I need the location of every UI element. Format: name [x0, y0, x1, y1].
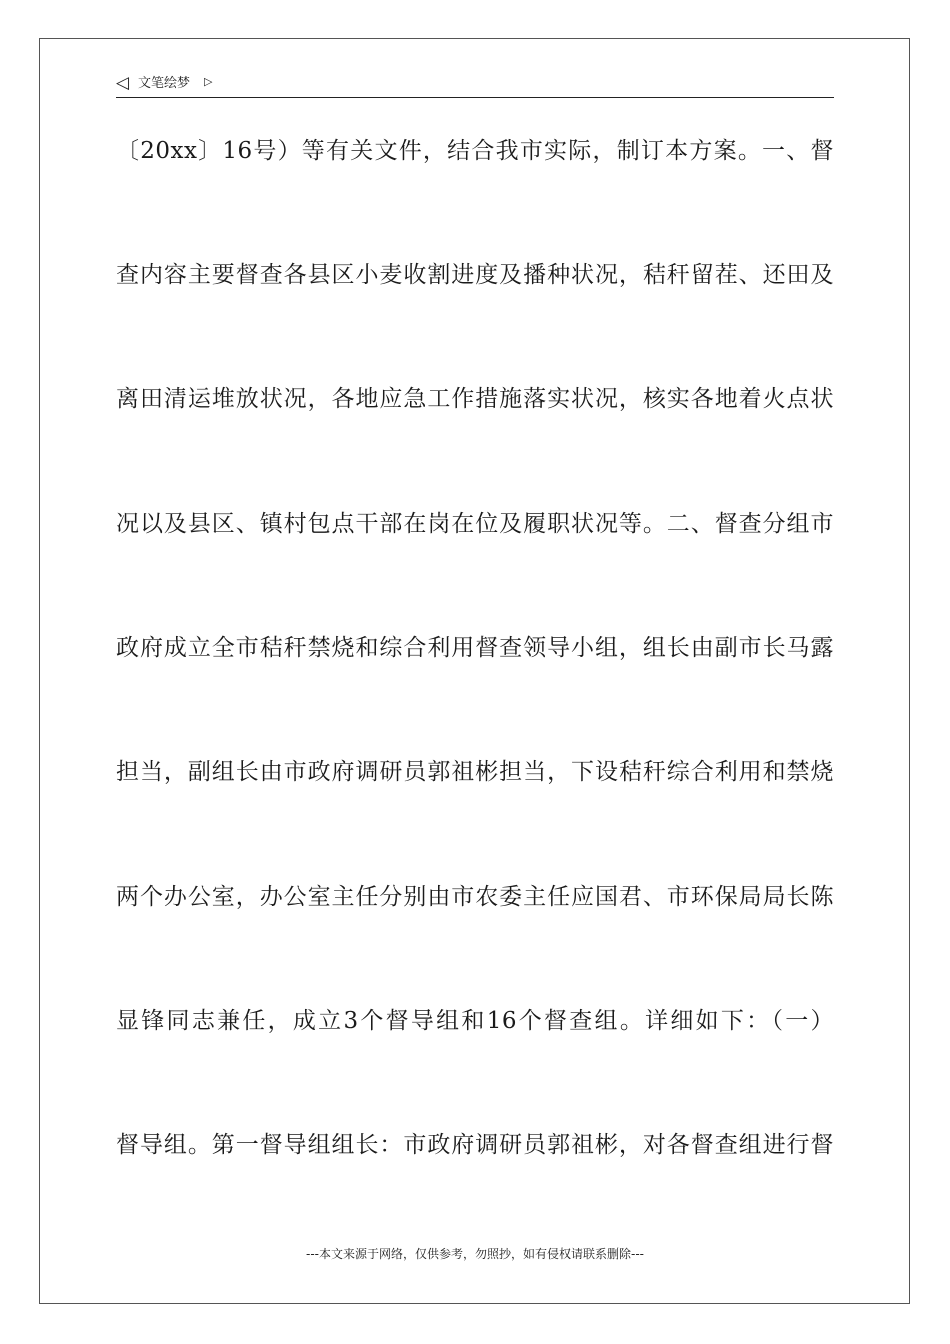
right-triangle-icon: ▷ — [204, 75, 213, 88]
text-line: 〔20xx〕16号）等有关文件，结合我市实际，制订本方案。一、督 — [116, 138, 834, 164]
text-line: 担当，副组长由市政府调研员郭祖彬担当，下设秸秆综合利用和禁烧 — [116, 759, 834, 785]
text-line: 离田清运堆放状况，各地应急工作措施落实状况，核实各地着火点状 — [116, 386, 834, 412]
header-title: 文笔绘梦 — [138, 76, 191, 91]
text-line: 督导组。第一督导组组长：市政府调研员郭祖彬，对各督查组进行督 — [116, 1132, 834, 1158]
page-header — [116, 72, 834, 98]
text-line: 政府成立全市秸秆禁烧和综合利用督查领导小组，组长由副市长马露 — [116, 635, 834, 661]
text-line: 显锋同志兼任，成立3个督导组和16个督查组。详细如下：（一） — [116, 1008, 834, 1034]
text-line: 两个办公室，办公室主任分别由市农委主任应国君、市环保局局长陈 — [116, 884, 834, 910]
page-border — [39, 38, 910, 1304]
footer-disclaimer: ---本文来源于网络，仅供参考，勿照抄，如有侵权请联系删除--- — [306, 1247, 644, 1261]
text-line: 查内容主要督查各县区小麦收割进度及播种状况，秸秆留茬、还田及 — [116, 262, 834, 288]
left-triangle-icon: ◁ — [116, 73, 130, 93]
text-line: 况以及县区、镇村包点干部在岗在位及履职状况等。二、督查分组市 — [116, 511, 834, 537]
